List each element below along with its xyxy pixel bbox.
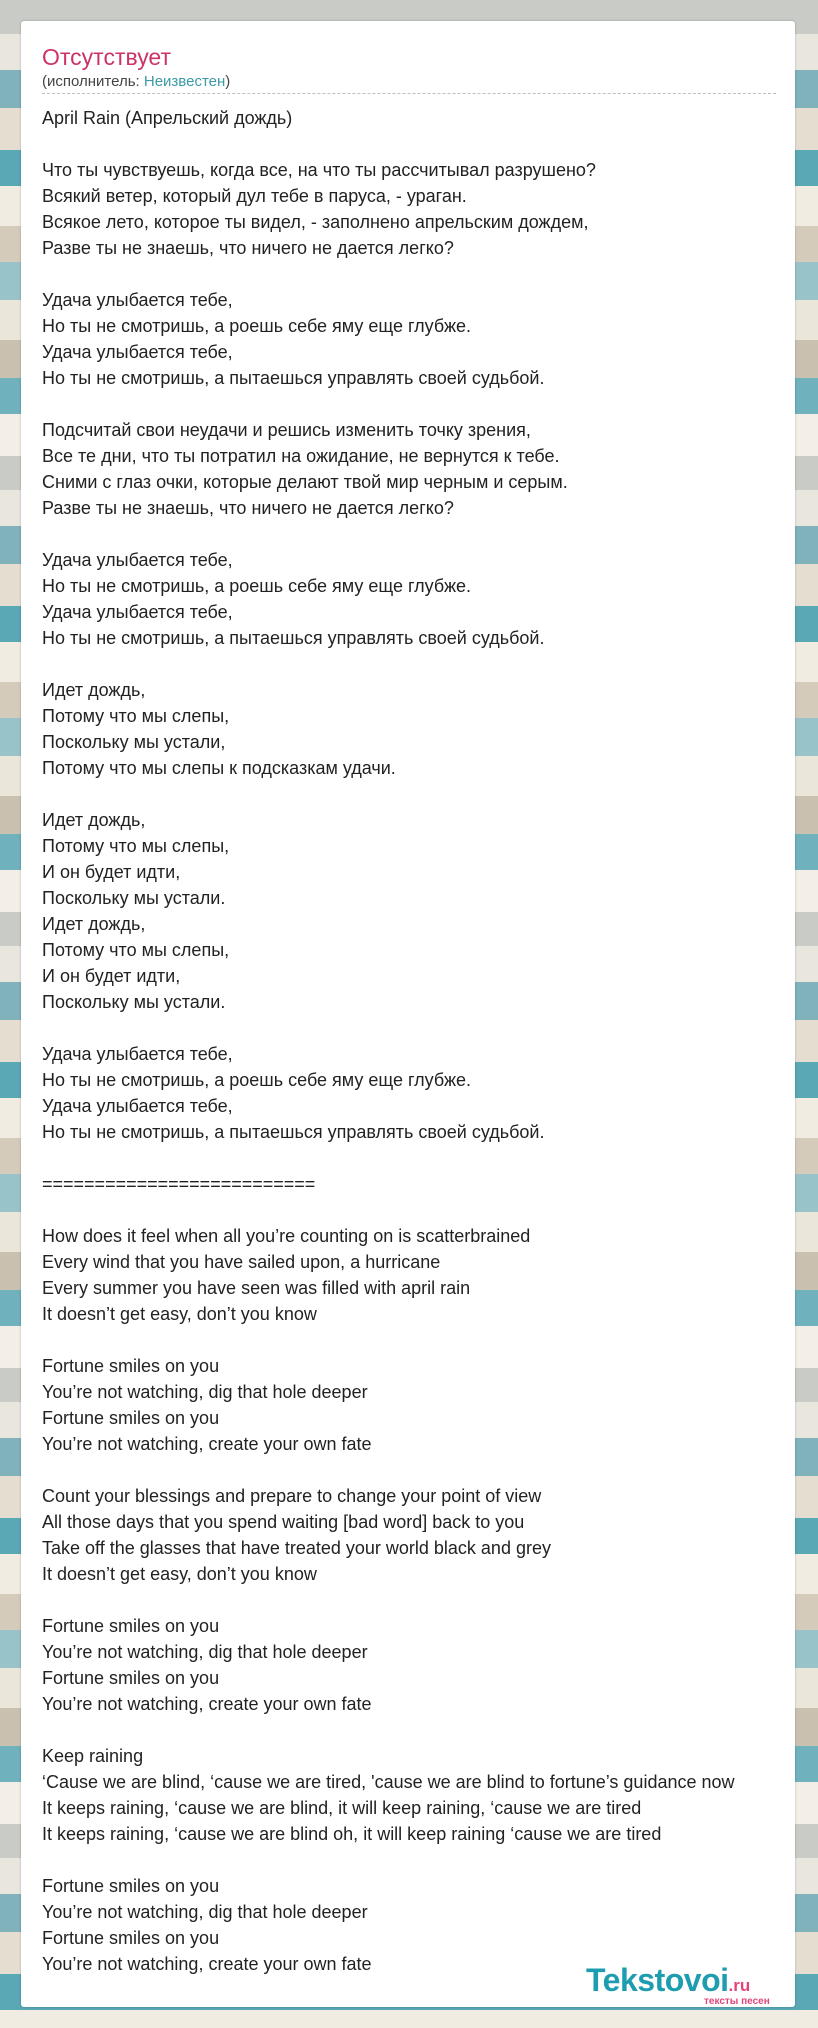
- song-title: Отсутствует: [42, 44, 171, 70]
- artist-prefix: (исполнитель:: [42, 73, 144, 90]
- artist-line: [42, 73, 230, 91]
- logo-name: Tekstovoi: [586, 1962, 729, 1998]
- lyrics-card: [21, 21, 795, 2007]
- site-logo[interactable]: [586, 1963, 796, 2009]
- lyrics-text: April Rain (Апрельский дождь) Что ты чувствуешь, когда все, на что ты рассчитывал разрушено? Всякий ветер, который дул тебе в паруса, - ураган. Всякое лето, которое ты видел, - заполнено апрельским дождем, Разве ты не знаешь, что ничего не дается легко? Удача улыбается тебе, Но ты не смотришь, а роешь себе яму еще глубже. Удача улыбается тебе, Но ты не смотришь, а пытаешься управлять своей судьбой. Подсчитай свои неудачи и решись изменить точку зрения, Все те дни, что ты потратил на ожидание, не вернутся к тебе. Сними с глаз очки, которые делают твой мир черным и серым. Разве ты не знаешь, что ничего не дается легко? Удача улыбается тебе, Но ты не смотришь, а роешь себе яму еще глубже. Удача улыбается тебе, Но ты не смотришь, а пытаешься управлять своей судьбой. Идет дождь, Потому что мы слепы, Поскольку мы устали, Потому что мы слепы к подсказкам удачи. Идет дождь, Потому что мы слепы, И он будет идти, Поскольку мы устали. Идет дождь, Потому что мы слепы, И он будет идти, Поскольку мы устали. Удача улыбается тебе, Но ты не смотришь, а роешь себе яму еще глубже. Удача улыбается тебе, Но ты не смотришь, а пытаешься управлять своей судьбой. ========================== How does it feel when all you’re counting on is scatterbrained Every wind that you have sailed upon, a hurricane Every summer you have seen was filled with april rain It doesn’t get easy, don’t you know Fortune smiles on you You’re not watching, dig that hole deeper Fortune smiles on you You’re not watching, create your own fate Count your blessings and prepare to change your point of view All those days that you spend waiting [bad word] back to you Take off the glasses that have treated your world black and grey It doesn’t get easy, don’t you know Fortune smiles on you You’re not watching, dig that hole deeper Fortune smiles on you You’re not watching, create your own fate Keep raining ‘Cause we are blind, ‘cause we are tired, 'cause we are blind to fortune’s guidance now It keeps raining, ‘cause we are blind, it will keep raining, ‘cause we are tired It keeps raining, ‘cause we are blind oh, it will keep raining ‘cause we are tired Fortune smiles on you You’re not watching, dig that hole deeper Fortune smiles on you You’re not watching, create your own fate: [42, 108, 735, 1974]
- artist-suffix: ): [225, 73, 231, 90]
- logo-tagline: тексты песен: [704, 1996, 770, 2007]
- artist-link[interactable]: Неизвестен: [143, 73, 226, 90]
- logo-tld: .ru: [728, 1976, 751, 1995]
- title-divider: [42, 93, 776, 94]
